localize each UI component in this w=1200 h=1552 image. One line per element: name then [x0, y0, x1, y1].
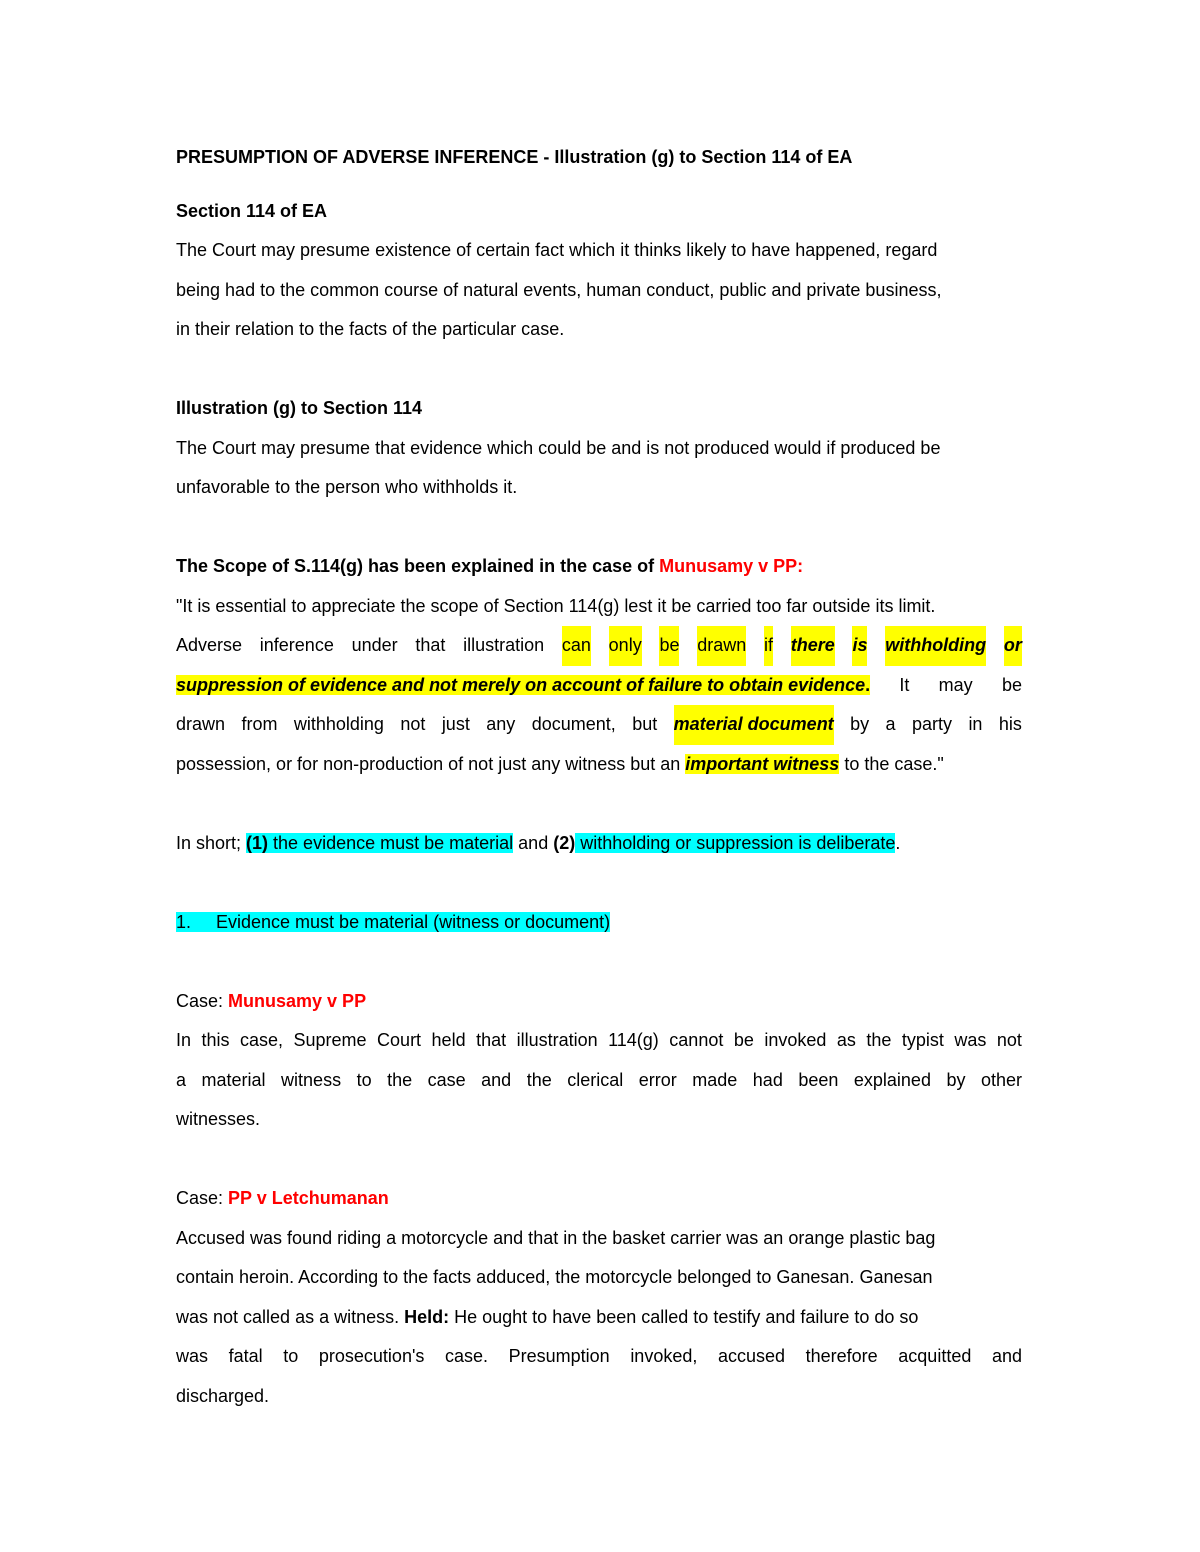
case-1-heading: [176, 982, 1022, 1022]
case-word: witness: [281, 1069, 342, 1090]
list-number: 1.: [176, 911, 192, 932]
case-2-text: He ought to have been called to testify and failure to do so: [449, 1306, 919, 1327]
case-word: made: [692, 1069, 738, 1090]
case-word: other: [980, 1069, 1022, 1090]
case-2-text-line: contain heroin. According to the facts adduced, the motorcycle belonged to Ganesan. Ganesan: [176, 1267, 933, 1287]
case-label: Case:: [176, 990, 229, 1011]
highlight-text: suppression of evidence and not merely on account of failure to obtain evidence: [176, 674, 866, 695]
quote-word: inference: [259, 635, 334, 655]
quote-line: [176, 666, 1022, 706]
quote-word: under: [351, 635, 398, 655]
case-word: was: [954, 1030, 987, 1050]
highlight-word: there: [791, 626, 835, 666]
case-word: a: [176, 1069, 187, 1090]
quote-word: just: [441, 714, 470, 734]
case-2-text: was not called as a witness.: [176, 1306, 405, 1327]
case-word: accused: [717, 1346, 786, 1366]
case-word: Presumption: [508, 1346, 610, 1366]
case-word: be: [733, 1030, 754, 1050]
highlight-word: if: [764, 626, 773, 666]
case-word: to: [283, 1346, 299, 1366]
quote-line: [176, 626, 1022, 666]
case-word: the: [866, 1030, 892, 1050]
case-1-text-line: [176, 1061, 1022, 1101]
quote-line: "It is essential to appreciate the scope of Section 114(g) lest it be carried too far outside its limit.: [176, 595, 936, 616]
document-page: [176, 138, 1022, 1416]
point-1-text: the evidence must be material: [268, 832, 514, 853]
case-word: explained: [853, 1069, 931, 1090]
quote-word: his: [998, 714, 1022, 734]
quote-word: drawn: [176, 714, 226, 734]
case-word: to: [356, 1069, 372, 1090]
case-word: and: [481, 1069, 512, 1090]
case-word: was: [176, 1346, 209, 1366]
quote-word: Adverse: [176, 635, 243, 655]
highlight-word: or: [1004, 626, 1022, 666]
highlight-word: is: [852, 626, 867, 666]
case-word: been: [798, 1069, 839, 1090]
list-item: [176, 903, 1022, 943]
quote-text: to the case.": [839, 753, 944, 774]
illustration-heading: Illustration (g) to Section 114: [176, 398, 423, 418]
quote-word: illustration: [463, 635, 545, 655]
quote-word: in: [968, 714, 983, 734]
quote-word: not: [400, 714, 426, 734]
point-2-number: (2): [553, 832, 576, 853]
case-word: acquitted: [898, 1346, 972, 1366]
case-word: cannot: [669, 1030, 724, 1050]
highlight-word: withholding: [885, 626, 986, 666]
section-114-text-line: The Court may presume existence of certain fact which it thinks likely to have happened, regard: [176, 240, 938, 260]
case-word: clerical: [567, 1069, 624, 1090]
section-114-text-line: in their relation to the facts of the particular case.: [176, 319, 565, 339]
highlight-word: be: [659, 626, 679, 666]
case-word: not: [996, 1030, 1022, 1050]
case-2-text-line: Accused was found riding a motorcycle and that in the basket carrier was an orange plastic bag: [176, 1227, 936, 1248]
quote-word: by: [850, 714, 870, 734]
section-114-heading: Section 114 of EA: [176, 200, 328, 221]
in-short-end: .: [895, 832, 901, 853]
in-short-prefix: In short;: [176, 832, 247, 853]
case-1-text-line: witnesses.: [176, 1109, 261, 1129]
highlight-word: drawn: [697, 626, 746, 666]
list-item-text: Evidence must be material (witness or document): [216, 911, 611, 932]
quote-word: any: [486, 714, 516, 734]
highlight-phrase: [176, 666, 870, 706]
case-word: case,: [240, 1030, 284, 1050]
highlight-word: only: [609, 626, 642, 666]
point-2-text: withholding or suppression is deliberate: [575, 832, 896, 853]
case-word: fatal: [228, 1346, 263, 1366]
case-word: Supreme: [293, 1030, 367, 1050]
quote-word: It: [899, 674, 910, 695]
case-label: Case:: [176, 1188, 229, 1208]
point-1-number: (1): [246, 832, 269, 853]
quote-word: withholding: [293, 714, 384, 734]
highlight-word: can: [562, 626, 591, 666]
list-item-highlight: [176, 912, 610, 932]
highlight-phrase: material document: [674, 705, 834, 745]
quote-text: possession, or for non-production of not just any witness but an: [176, 753, 686, 774]
case-word: Court: [377, 1030, 422, 1050]
section-114-text-line: being had to the common course of natural events, human conduct, public and private business,: [176, 279, 942, 300]
case-2-text-line: [176, 1337, 1022, 1377]
case-word: and: [991, 1346, 1022, 1366]
case-word: this: [201, 1030, 230, 1050]
scope-heading: [176, 547, 1022, 587]
case-word: case.: [445, 1346, 489, 1366]
held-label: Held:: [404, 1306, 450, 1327]
case-word: illustration: [516, 1030, 598, 1050]
highlight-period: .: [865, 674, 871, 695]
case-2-text-line: discharged.: [176, 1385, 270, 1406]
case-word: the: [387, 1069, 413, 1090]
case-word: held: [431, 1030, 466, 1050]
case-2-heading: [176, 1179, 1022, 1219]
scope-case-name: Munusamy v PP:: [659, 556, 804, 576]
illustration-text-line: The Court may presume that evidence which could be and is not produced would if produced be: [176, 437, 941, 458]
document-title: PRESUMPTION OF ADVERSE INFERENCE - Illustration (g) to Section 114 of EA: [176, 147, 853, 167]
in-short-connector: and: [513, 832, 554, 853]
quote-word: that: [415, 635, 446, 655]
case-word: error: [638, 1069, 677, 1090]
quote-word: may: [938, 674, 973, 695]
quote-word: from: [241, 714, 278, 734]
illustration-text-line: unfavorable to the person who withholds it.: [176, 477, 518, 497]
quote-word: be: [1001, 674, 1022, 695]
case-word: the: [526, 1069, 552, 1090]
quote-word: a: [885, 714, 896, 734]
case-1-text-line: [176, 1021, 1022, 1061]
case-word: case: [427, 1069, 466, 1090]
case-word: In: [176, 1030, 192, 1050]
quote-line: [176, 705, 1022, 745]
case-word: invoked,: [630, 1346, 698, 1366]
point-1: [246, 833, 513, 853]
case-word: as: [836, 1030, 856, 1050]
quote-word: party: [911, 714, 953, 734]
quote-word: but: [632, 714, 658, 734]
case-word: typist: [901, 1030, 944, 1050]
case-word: invoked: [764, 1030, 827, 1050]
case-word: prosecution's: [318, 1346, 425, 1366]
case-word: that: [476, 1030, 507, 1050]
case-word: by: [946, 1069, 966, 1090]
case-word: had: [752, 1069, 783, 1090]
case-word: therefore: [805, 1346, 878, 1366]
in-short-line: [176, 824, 1022, 864]
case-2-name: PP v Letchumanan: [228, 1188, 389, 1208]
scope-heading-text: The Scope of S.114(g) has been explained in the case of: [176, 556, 660, 576]
quote-word: document,: [531, 714, 616, 734]
quote-line: [176, 745, 1022, 785]
case-1-name: Munusamy v PP: [228, 990, 367, 1011]
highlight-phrase: important witness: [685, 753, 840, 774]
case-2-text-line: [176, 1298, 1022, 1338]
case-word: 114(g): [608, 1030, 659, 1050]
case-word: material: [201, 1069, 266, 1090]
